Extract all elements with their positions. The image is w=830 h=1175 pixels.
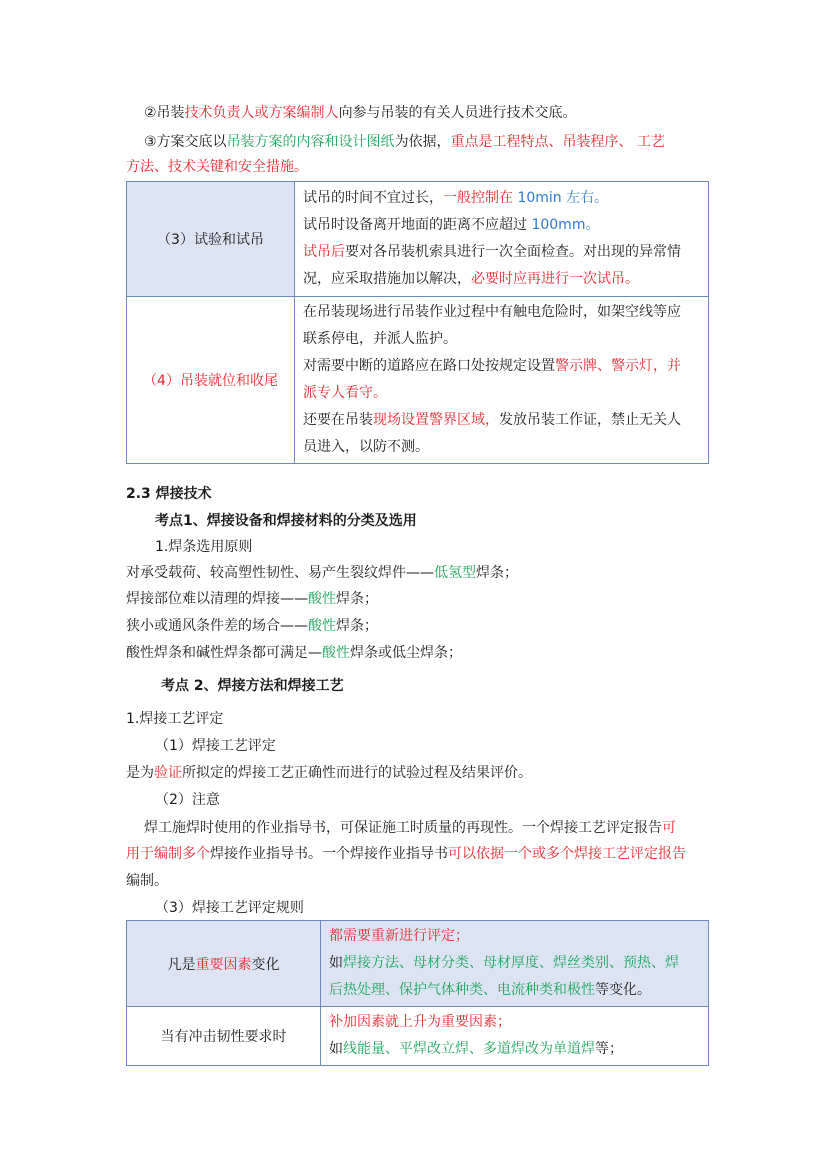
rule-3: 狭小或通风条件差的场合——酸性焊条； (126, 618, 378, 634)
table-row (127, 921, 709, 1007)
subheading-procedure: 1.焊接工艺评定 (126, 711, 224, 727)
rule-2: 焊接部位难以清理的焊接——酸性焊条； (126, 591, 378, 607)
paragraph-3-cont: 方法、技术关键和安全措施。 (126, 159, 308, 175)
note-line-3: 编制。 (126, 873, 168, 889)
note-line-2: 用于编制多个焊接作业指导书。一个焊接作业指导书可以依据一个或多个焊接工艺评定报告 (126, 846, 686, 862)
row-content-test-lift: 试吊的时间不宜过长，一般控制在 10min 左右。 试吊时设备离开地面的距离不应超过 100mm。 试吊后要对各吊装机索具进行一次全面检查。对出现的异常情 况，应采取措施加以解决，必要时应再进行一次试吊。 (295, 182, 709, 297)
procedure-rules-table (126, 920, 709, 1066)
key-point-1: 考点1、焊接设备和焊接材料的分类及选用 (155, 513, 417, 529)
row-label-positioning: （4）吊装就位和收尾 (127, 297, 295, 464)
paragraph-3: ③方案交底以吊装方案的内容和设计图纸为依据，重点是工程特点、吊装程序、 工艺 (144, 134, 666, 150)
row-label-essential-variables: 凡是重要因素变化 (127, 921, 321, 1007)
table-row (127, 1007, 709, 1066)
row-label-impact-toughness: 当有冲击韧性要求时 (127, 1007, 321, 1066)
subheading-notes: （2）注意 (155, 792, 220, 808)
lifting-table (126, 181, 709, 464)
subheading-procedure-1: （1）焊接工艺评定 (155, 738, 276, 754)
row-content-impact-toughness: 补加因素就上升为重要因素； 如线能量、平焊改立焊、多道焊改为单道焊等； (321, 1007, 709, 1066)
rule-1: 对承受载荷、较高塑性韧性、易产生裂纹焊件——低氢型焊条； (126, 565, 518, 581)
paragraph-2: ②吊装技术负责人或方案编制人向参与吊装的有关人员进行技术交底。 (144, 105, 577, 121)
subheading-rules: （3）焊接工艺评定规则 (155, 900, 304, 916)
row-content-essential-variables: 都需要重新进行评定； 如焊接方法、母材分类、母材厚度、焊丝类别、预热、焊 后热处理、保护气体种类、电流种类和极性等变化。 (321, 921, 709, 1007)
row-label-test-lift: （3）试验和试吊 (127, 182, 295, 297)
note-line-1: 焊工施焊时使用的作业指导书，可保证施工时质量的再现性。一个焊接工艺评定报告可 (144, 820, 676, 836)
key-point-2: 考点 2、焊接方法和焊接工艺 (161, 678, 344, 694)
row-content-positioning: 在吊装现场进行吊装作业过程中有触电危险时，如架空线等应 联系停电，并派人监护。 对需要中断的道路应在路口处按规定设置警示牌、警示灯，并 派专人看守。 还要在吊装现场设置警界区域，发放吊装工作证，禁止无关人 员进入，以防不测。 (295, 297, 709, 464)
definition: 是为验证所拟定的焊接工艺正确性而进行的试验过程及结果评价。 (126, 765, 532, 781)
table-row (127, 182, 709, 297)
subheading-electrode: 1.焊条选用原则 (155, 539, 253, 555)
rule-4: 酸性焊条和碱性焊条都可满足—酸性焊条或低尘焊条； (126, 645, 462, 661)
section-heading: 2.3 焊接技术 (126, 486, 212, 502)
table-row (127, 297, 709, 464)
